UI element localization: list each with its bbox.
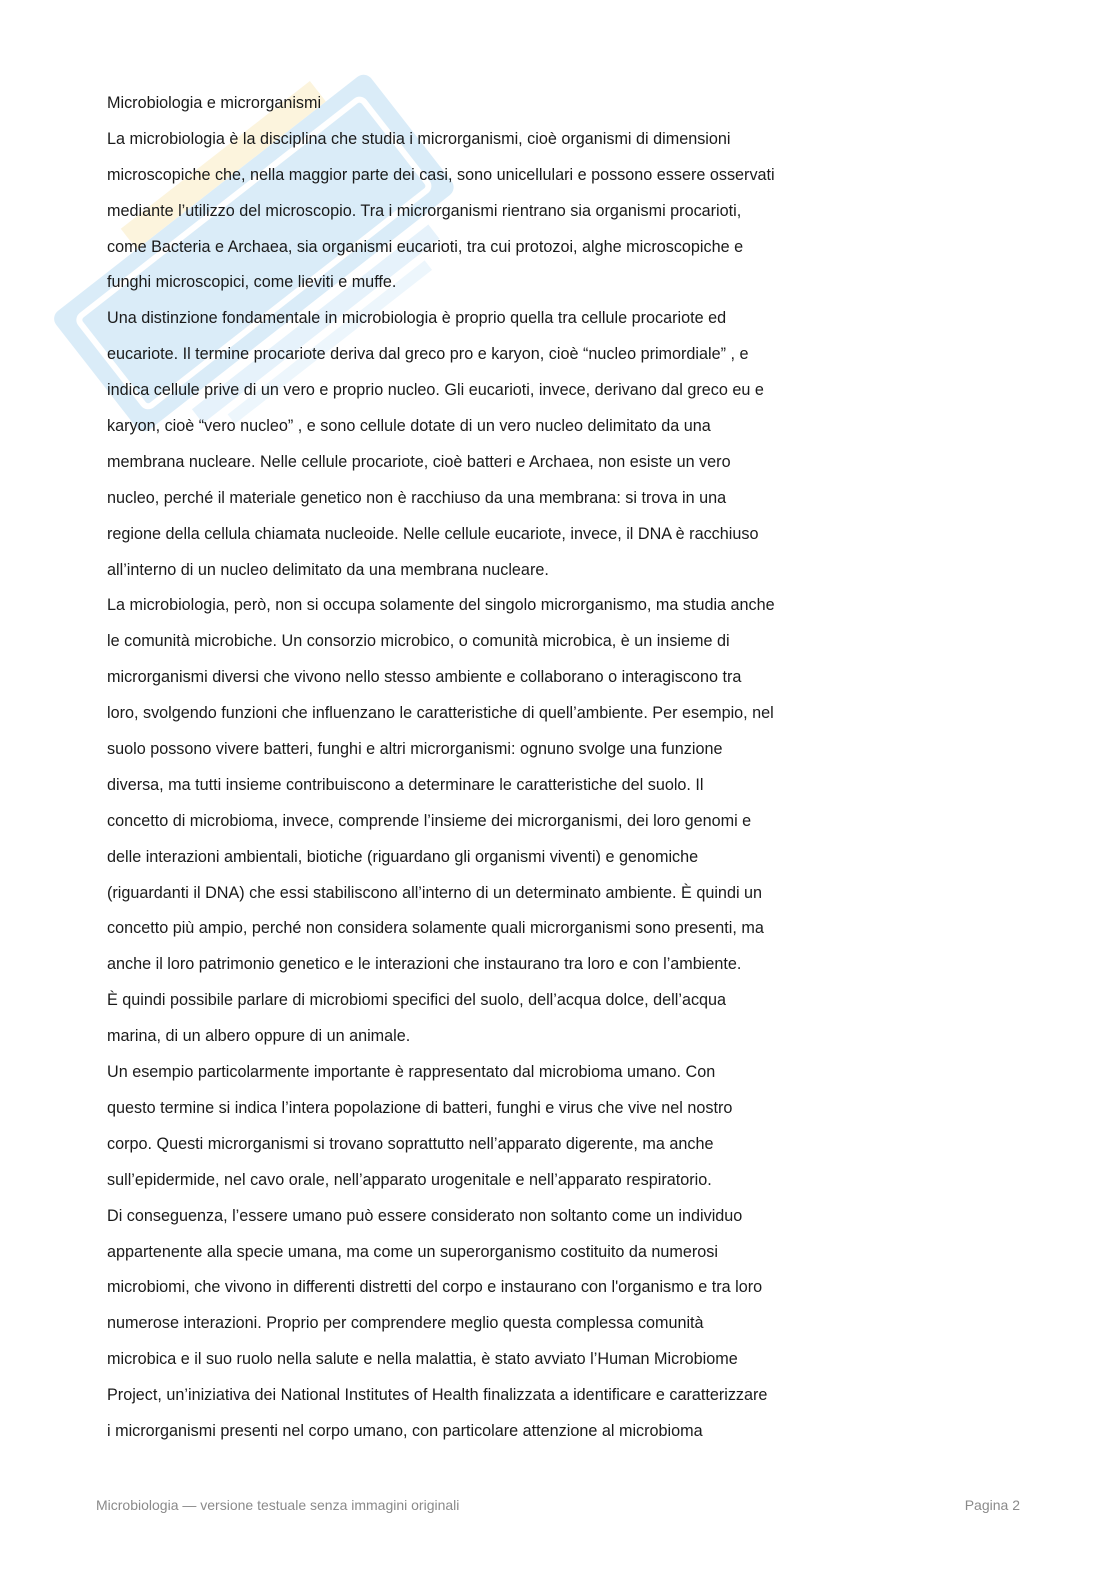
text-line: loro, svolgendo funzioni che influenzano le caratteristiche di quell’ambiente. Per esempio, nel — [107, 704, 774, 723]
text-line: corpo. Questi microrganismi si trovano soprattutto nell’apparato digerente, ma anche — [107, 1134, 714, 1153]
text-line: mediante l’utilizzo del microscopio. Tra i microrganismi rientrano sia organismi procarioti, — [107, 201, 742, 220]
text-line: anche il loro patrimonio genetico e le interazioni che instaurano tra loro e con l’ambiente. — [107, 955, 742, 974]
text-line: numerose interazioni. Proprio per comprendere meglio questa complessa comunità — [107, 1314, 704, 1333]
text-line: Un esempio particolarmente importante è rappresentato dal microbioma umano. Con — [107, 1063, 716, 1082]
text-line: concetto di microbioma, invece, comprende l’insieme dei microrganismi, dei loro genomi e — [107, 811, 752, 830]
footer-title: Microbiologia — versione testuale senza immagini originali — [96, 1497, 460, 1513]
text-line: indica cellule prive di un vero e proprio nucleo. Gli eucarioti, invece, derivano dal greco eu e — [107, 381, 764, 400]
text-line: eucariote. Il termine procariote deriva dal greco pro e karyon, cioè “nucleo primordiale” , e — [107, 345, 749, 364]
text-line: delle interazioni ambientali, biotiche (riguardano gli organismi viventi) e genomiche — [107, 847, 699, 866]
text-line: microscopiche che, nella maggior parte dei casi, sono unicellulari e possono essere osservati — [107, 165, 775, 184]
text-line: karyon, cioè “vero nucleo” , e sono cellule dotate di un vero nucleo delimitato da una — [107, 417, 711, 436]
text-line: membrana nucleare. Nelle cellule procariote, cioè batteri e Archaea, non esiste un vero — [107, 452, 731, 471]
text-line: le comunità microbiche. Un consorzio microbico, o comunità microbica, è un insieme di — [107, 632, 730, 651]
text-line: Di conseguenza, l’essere umano può essere considerato non soltanto come un individuo — [107, 1206, 743, 1225]
text-line: appartenente alla specie umana, ma come un superorganismo costituito da numerosi — [107, 1242, 718, 1261]
text-line: diversa, ma tutti insieme contribuiscono a determinare le caratteristiche del suolo. Il — [107, 775, 704, 794]
page-number: Pagina 2 — [964, 1497, 1020, 1513]
text-line: nucleo, perché il materiale genetico non è racchiuso da una membrana: si trova in una — [107, 488, 727, 507]
text-line: come Bacteria e Archaea, sia organismi eucarioti, tra cui protozoi, alghe microscopiche e — [107, 237, 744, 256]
text-line: Una distinzione fondamentale in microbiologia è proprio quella tra cellule procariote ed — [107, 309, 727, 328]
text-line: Project, un’iniziativa dei National Institutes of Health finalizzata a identificare e caratterizzare — [107, 1386, 768, 1405]
text-line: i microrganismi presenti nel corpo umano, con particolare attenzione al microbioma — [107, 1421, 703, 1440]
text-line: La microbiologia, però, non si occupa solamente del singolo microrganismo, ma studia anche — [107, 596, 775, 615]
text-line: concetto più ampio, perché non considera solamente quali microrganismi sono presenti, ma — [107, 919, 764, 938]
text-line: microrganismi diversi che vivono nello stesso ambiente e collaborano o interagiscono tra — [107, 668, 742, 687]
text-line: La microbiologia è la disciplina che studia i microrganismi, cioè organismi di dimensioni — [107, 129, 731, 148]
text-line: microbiomi, che vivono in differenti distretti del corpo e instaurano con l'organismo e tra loro — [107, 1278, 763, 1297]
text-line: marina, di un albero oppure di un animale. — [107, 1027, 411, 1046]
text-line: microbica e il suo ruolo nella salute e nella malattia, è stato avviato l’Human Microbiome — [107, 1350, 738, 1369]
document-body — [107, 86, 847, 1450]
text-line: (riguardanti il DNA) che essi stabiliscono all’interno di un determinato ambiente. È quindi un — [107, 883, 763, 902]
text-line: all’interno di un nucleo delimitato da una membrana nucleare. — [107, 560, 549, 579]
text-line: sull’epidermide, nel cavo orale, nell’apparato urogenitale e nell’apparato respiratorio. — [107, 1170, 712, 1189]
text-line: suolo possono vivere batteri, funghi e altri microrganismi: ognuno svolge una funzione — [107, 740, 723, 759]
text-line: regione della cellula chiamata nucleoide. Nelle cellule eucariote, invece, il DNA è racchiuso — [107, 524, 759, 543]
text-line: funghi microscopici, come lieviti e muffe. — [107, 273, 397, 292]
document-title: Microbiologia e microrganismi — [107, 94, 322, 112]
text-line: È quindi possibile parlare di microbiomi specifici del suolo, dell’acqua dolce, dell’acqua — [107, 991, 727, 1010]
text-line: questo termine si indica l’intera popolazione di batteri, funghi e virus che vive nel nostro — [107, 1098, 733, 1117]
page-footer — [96, 1497, 1020, 1521]
